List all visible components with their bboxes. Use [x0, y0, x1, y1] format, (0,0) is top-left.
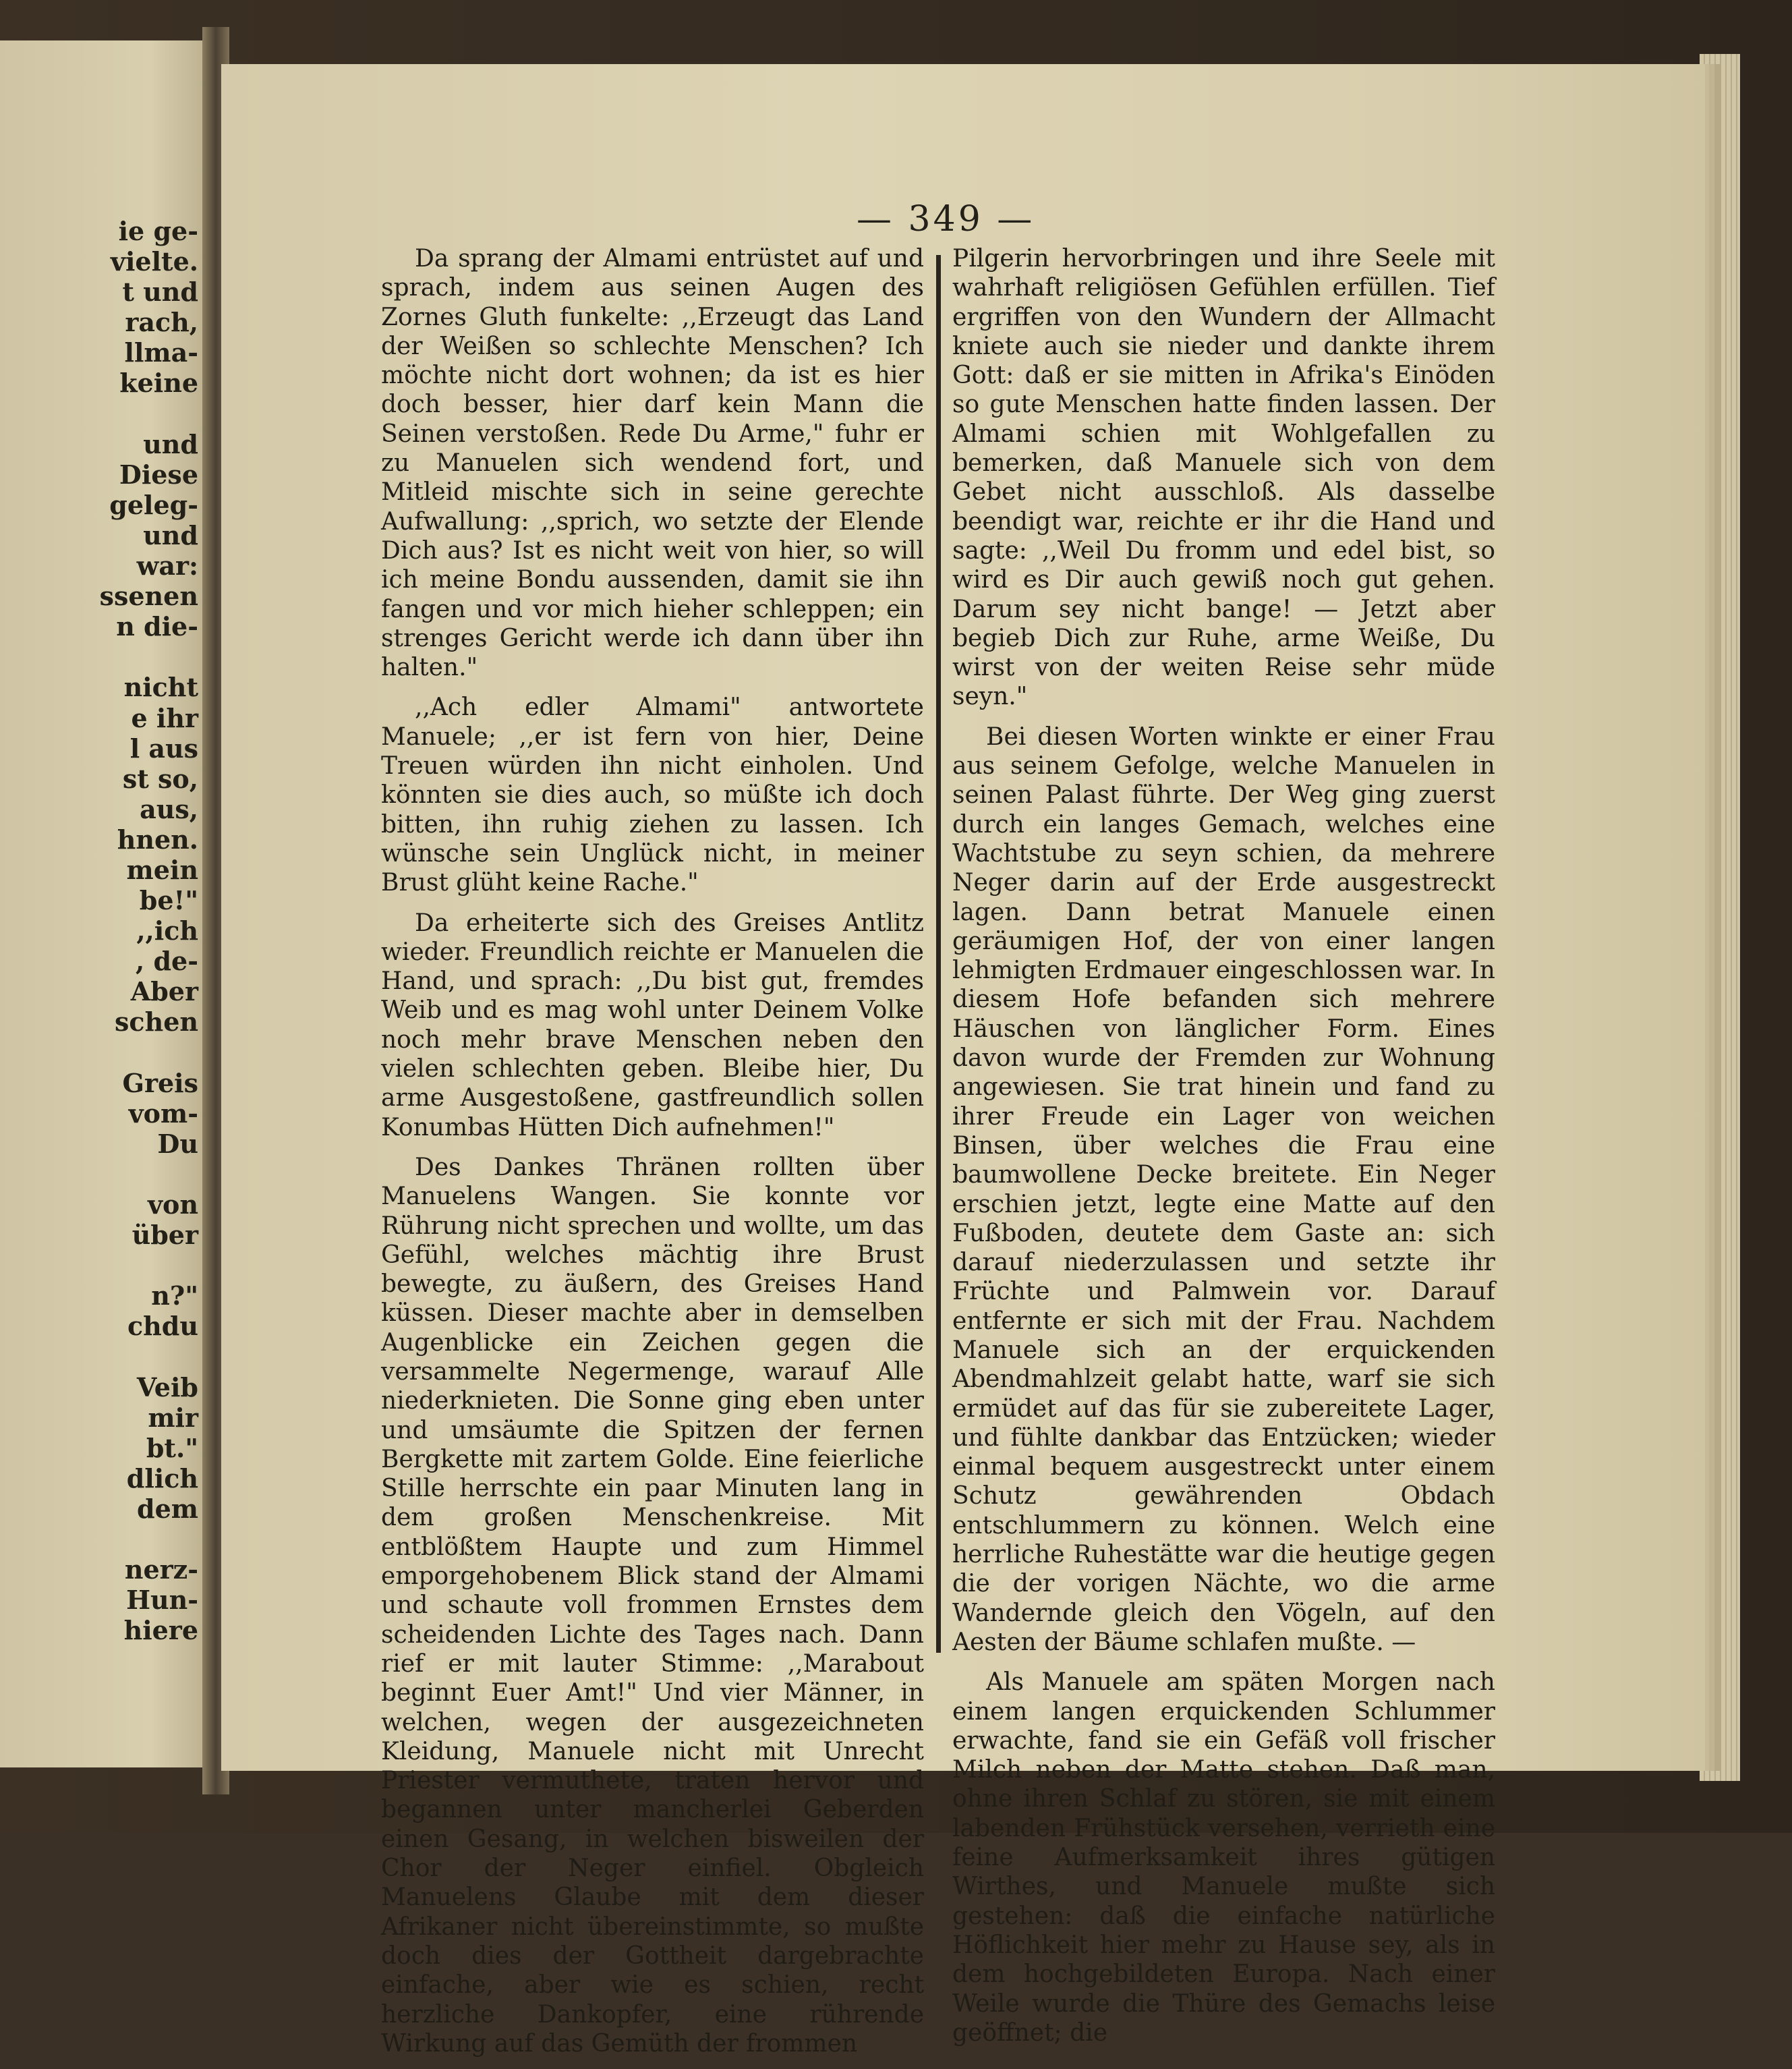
left-page-fragment-line: und: [143, 519, 198, 550]
left-page-fragment-line: [0, 1159, 202, 1189]
left-page-fragment-line: geleg-: [109, 489, 198, 520]
left-page-fragment-line: aus,: [140, 793, 198, 824]
left-page-fragment-line: llma-: [124, 337, 198, 368]
left-page-fragment-line: be!": [139, 885, 198, 916]
left-page-fragment-line: , de-: [136, 946, 198, 977]
left-page-fragment-line: war:: [136, 550, 198, 582]
left-page-fragment-line: [0, 1524, 202, 1554]
left-page-fragment-line: ssenen: [99, 581, 198, 612]
left-page-fragment-line: mein: [126, 854, 198, 885]
left-page-fragment-line: hiere: [123, 1615, 198, 1646]
left-page-fragment-line: hnen.: [117, 824, 198, 855]
left-page-fragment-line: vielte.: [110, 246, 198, 277]
left-page-fragment-line: nerz-: [124, 1554, 198, 1585]
left-page-fragment-line: über: [132, 1220, 198, 1251]
left-page-fragment-line: [0, 642, 202, 672]
left-page-fragment-line: von: [147, 1189, 198, 1220]
left-page-fragment-line: ,,ich: [136, 915, 198, 946]
column-divider-rule: [936, 255, 941, 1653]
page-stack-edge: [1700, 54, 1740, 1781]
left-page-fragment-line: [0, 1038, 202, 1068]
left-page-fragment-line: Greis: [122, 1067, 198, 1098]
left-page-fragment-line: Du: [157, 1128, 198, 1159]
left-page-fragment-line: Veib: [136, 1371, 198, 1402]
left-page-fragment-line: n die-: [116, 611, 198, 642]
left-page-fragment-line: rach,: [125, 307, 198, 338]
left-page-fragment-line: chdu: [127, 1311, 198, 1342]
left-page-fragment-line: dem: [137, 1493, 198, 1524]
left-page-fragment-line: l aus: [129, 733, 198, 764]
left-page-fragment-line: mir: [148, 1402, 198, 1433]
right-text-column: [952, 244, 1495, 2058]
left-page-fragment-line: Aber: [130, 976, 198, 1007]
paragraph: Da erheiterte sich des Greises Antlitz wieder. Freundlich reichte er Manuelen die Hand, und sprach: ,,Du bist gut, fremdes Weib und es mag wohl unter Deinem Volke noch mehr brave Menschen neben den vielen schlechten geben. Bleibe hier, Du arme Ausgestoßene, gastfreundlich sollen Konumbas Hütten Dich aufnehmen!": [381, 909, 924, 1141]
left-text-column: [381, 244, 924, 2069]
page-number: — 349 —: [857, 199, 1035, 239]
left-page-fragment-line: ie ge-: [118, 216, 198, 246]
left-page-fragment-line: Diese: [119, 459, 198, 490]
left-page-fragment-line: [0, 1341, 202, 1371]
left-page-text-fragments: [0, 216, 202, 1645]
paragraph: Pilgerin hervorbringen und ihre Seele mit wahrhaft religiösen Gefühlen erfüllen. Tief ergriffen von den Wundern der Allmacht kniete auch sie nieder und dankte ihrem Gott: daß er sie mitten in Afrika's Einöden so gute Menschen hatte finden lassen. Der Almami schien mit Wohlgefallen zu bemerken, daß Manuele sich von dem Gebet nicht ausschloß. Als dasselbe beendigt war, reichte er ihr die Hand und sagte: ,,Weil Du fromm und edel bist, so wird es Dir auch gewiß noch gut gehen. Darum sey nicht bange! — Jetzt aber begieb Dich zur Ruhe, arme Weiße, Du wirst von der weiten Reise sehr müde seyn.": [952, 245, 1495, 711]
left-page-fragment-line: vom-: [128, 1098, 198, 1129]
left-page-fragment-line: nicht: [123, 672, 198, 703]
paragraph: ,,Ach edler Almami" antwortete Manuele; ,,er ist fern von hier, Deine Treuen würden ihn nicht einholen. Und könnten sie dies auch, so müßte ich doch bitten, ihn ruhig ziehen zu lassen. Ich wünsche sein Unglück nicht, in meiner Brust glüht keine Rache.": [381, 693, 924, 897]
paragraph: Des Dankes Thränen rollten über Manuelens Wangen. Sie konnte vor Rührung nicht sprechen und wollte, um das Gefühl, welches mächtig ihre Brust bewegte, zu äußern, des Greises Hand küssen. Dieser machte aber in demselben Augenblicke ein Zeichen gegen die versammelte Negermenge, warauf Alle niederknieten. Die Sonne ging eben unter und umsäumte die Spitzen der fernen Bergkette mit zartem Golde. Eine feierliche Stille herrschte ein paar Minuten lang in dem großen Menschenkreise. Mit entblößtem Haupte und zum Himmel emporgehobenem Blick stand der Almami und schaute voll frommen Ernstes dem scheidenden Lichte des Tages nach. Dann rief er mit lauter Stimme: ,,Marabout beginnt Euer Amt!" Und vier Männer, in welchen, wegen der ausgezeichneten Kleidung, Manuele nicht mit Unrecht Priester vermuthete, traten hervor und begannen unter mancherlei Geberden einen Gesang, in welchen bisweilen der Chor der Neger einfiel. Obgleich Manuelens Glaube mit dem dieser Afrikaner nicht übereinstimmte, so mußte doch dies der Gottheit dargebrachte einfache, aber wie es schien, recht herzliche Dankopfer, eine rührende Wirkung auf das Gemüth der frommen: [381, 1153, 924, 2058]
left-page-fragment-line: schen: [115, 1007, 198, 1038]
left-page-fragment-line: dlich: [126, 1463, 198, 1494]
left-page-fragment-line: st so,: [122, 763, 198, 794]
left-page-fragment-line: bt.": [146, 1432, 198, 1463]
paragraph: Bei diesen Worten winkte er einer Frau aus seinem Gefolge, welche Manuelen in seinen Palast führte. Der Weg ging zuerst durch ein langes Gemach, welches eine Wachtstube zu seyn schien, da mehrere Neger darin auf der Erde ausgestreckt lagen. Dann betrat Manuele einen geräumigen Hof, der von einer langen lehmigten Erdmauer eingeschlossen war. In diesem Hofe befanden sich mehrere Häuschen von länglicher Form. Eines davon wurde der Fremden zur Wohnung angewiesen. Sie trat hinein und fand zu ihrer Freude ein Lager von weichen Binsen, über welches die Frau eine baumwollene Decke breitete. Ein Neger erschien jetzt, legte eine Matte auf den Fußboden, deutete dem Gaste an: sich darauf niederzulassen und setzte ihr Früchte und Palmwein vor. Darauf entfernte er sich mit der Frau. Nachdem Manuele sich an der erquickenden Abendmahlzeit gelabt hatte, warf sie sich ermüdet auf das für sie zubereitete Lager, und fühlte dankbar das Entzücken; wieder einmal bequem ausgestreckt unter einem Schutz gewährenden Obdach entschlummern zu können. Welch eine herrliche Ruhestätte war die heutige gegen die der vorigen Nächte, wo die arme Wandernde gleich den Vögeln, auf den Aesten der Bäume schlafen mußte. —: [952, 722, 1495, 1656]
left-page-fragment-line: t und: [122, 277, 198, 308]
left-page-fragment-line: Hun-: [126, 1585, 198, 1616]
left-page-fragment-line: und: [143, 428, 198, 459]
paragraph: Als Manuele am späten Morgen nach einem langen erquickenden Schlummer erwachte, fand sie ein Gefäß voll frischer Milch neben der Matte stehen. Daß man, ohne ihren Schlaf zu stören, sie mit einem labenden Frühstück versehen, verrieth eine feine Aufmerksamkeit ihres gütigen Wirthes, und Manuele mußte sich gestehen: daß die einfache natürliche Höflichkeit hier mehr zu Hause sey, als in dem hochgebildeten Europa. Nach einer Weile wurde die Thüre des Gemachs leise geöffnet; die: [952, 1668, 1495, 2047]
left-page-fragment-line: keine: [119, 368, 198, 399]
paragraph: Da sprang der Almami entrüstet auf und sprach, indem aus seinen Augen des Zornes Gluth funkelte: ,,Erzeugt das Land der Weißen so schlechte Menschen? Ich möchte nicht dort wohnen; da ist es hier doch besser, hier darf kein Mann die Seinen verstoßen. Rede Du Arme," fuhr er zu Manuelen sich wendend fort, und Mitleid mischte sich in seine gerechte Aufwallung: ,,sprich, wo setzte der Elende Dich aus? Ist es nicht weit von hier, so will ich meine Bondu aussenden, damit sie ihn fangen und vor mich hieher schleppen; ein strenges Gericht werde ich dann über ihn halten.": [381, 245, 924, 682]
left-page-fragment-line: e ihr: [131, 702, 198, 733]
left-page-fragment-line: n?": [151, 1280, 198, 1311]
left-page-fragment-line: [0, 1250, 202, 1280]
left-page-fragment-line: [0, 399, 202, 429]
